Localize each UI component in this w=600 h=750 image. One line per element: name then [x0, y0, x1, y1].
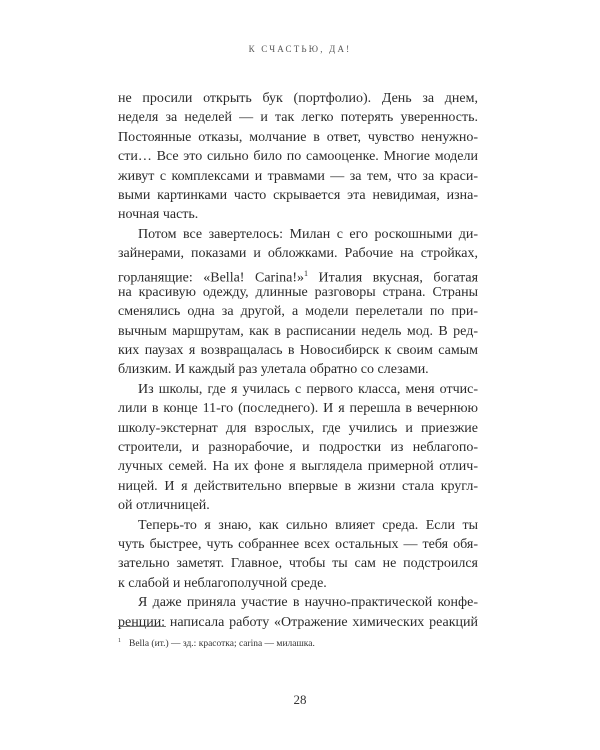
text-line: живут с комплексами и травмами — за тем, что за краси- — [118, 168, 478, 184]
text-line: ких паузах я возвращалась в Новосибирск к своим самым — [118, 343, 478, 359]
text-line: Я даже приняла участие в научно-практической конфе- — [138, 595, 478, 611]
footnote-marker: 1 — [118, 638, 121, 644]
text-line: Потом все завертелось: Милан с его роскошными ди- — [138, 226, 478, 242]
text-line: строители, и разнорабочие, и подростки из неблагопо- — [118, 440, 478, 456]
text-line: не просили открыть бук (портфолио). День за днем, — [118, 91, 478, 106]
body-text — [118, 89, 478, 632]
text-line: сменялись одна за другой, а модели перелетали по при- — [118, 304, 478, 320]
text-line: ой отличницей. — [118, 498, 210, 514]
page-number: 28 — [293, 692, 307, 707]
text-line: лучных семей. На их фоне я выглядела примерной отлич- — [118, 459, 478, 475]
text-line: ночная часть. — [118, 207, 199, 223]
text-line: выми картинками часто скрывается эта невидимая, изна- — [118, 187, 478, 203]
text-line: ренции: написала работу «Отражение химических реакций — [118, 614, 478, 630]
text-line: Теперь-то я знаю, как сильно влияет среда. Если ты — [138, 517, 478, 533]
text-line: ницей. И я действительно впервые в жизни стала кругл- — [118, 478, 478, 494]
text-line: Из школы, где я училась с первого класса, меня отчис- — [138, 381, 478, 397]
text-line: сти… Все это сильно било по самооценке. Многие модели — [118, 149, 478, 165]
text-line: школу-экстернат для взрослых, где учились и приезжие — [118, 420, 478, 436]
text-line: вычным маршрутам, как в расписании недель мод. В ред- — [118, 323, 478, 339]
footnote — [118, 638, 315, 649]
text-fragment: горланящие: «Bella! Carina!» — [118, 270, 304, 286]
footnote-text: Bella (ит.) — зд.: красотка; carina — милашка. — [129, 639, 315, 650]
text-line: близким. И каждый раз улетала обратно со слезами. — [118, 362, 429, 378]
footnote-divider — [118, 626, 166, 627]
running-head: К СЧАСТЬЮ, ДА! — [248, 44, 352, 54]
text-line: лили в конце 11-го (последнего). И я перешла в вечернюю — [118, 401, 478, 417]
text-line: чуть быстрее, чуть собраннее всех остальных — тебя обя- — [118, 536, 478, 552]
text-fragment: Италия вкусная, богатая — [318, 270, 479, 286]
text-line: зайнерами, показами и обложками. Рабочие на стройках, — [118, 246, 478, 262]
text-line: неделя за неделей — и так легко потерять уверенность. — [118, 110, 478, 126]
footnote-ref: 1 — [304, 268, 308, 278]
text-line: зательно заметят. Главное, чтобы ты сам не подстроился — [118, 556, 478, 572]
text-line: к слабой и неблагополучной среде. — [118, 575, 327, 591]
text-line: Постоянные отказы, молчание в ответ, чувство ненужно- — [118, 129, 478, 145]
text-line-with-footnote — [118, 264, 479, 286]
text-line: на красивую одежду, длинные разговоры страна. Страны — [118, 284, 478, 300]
